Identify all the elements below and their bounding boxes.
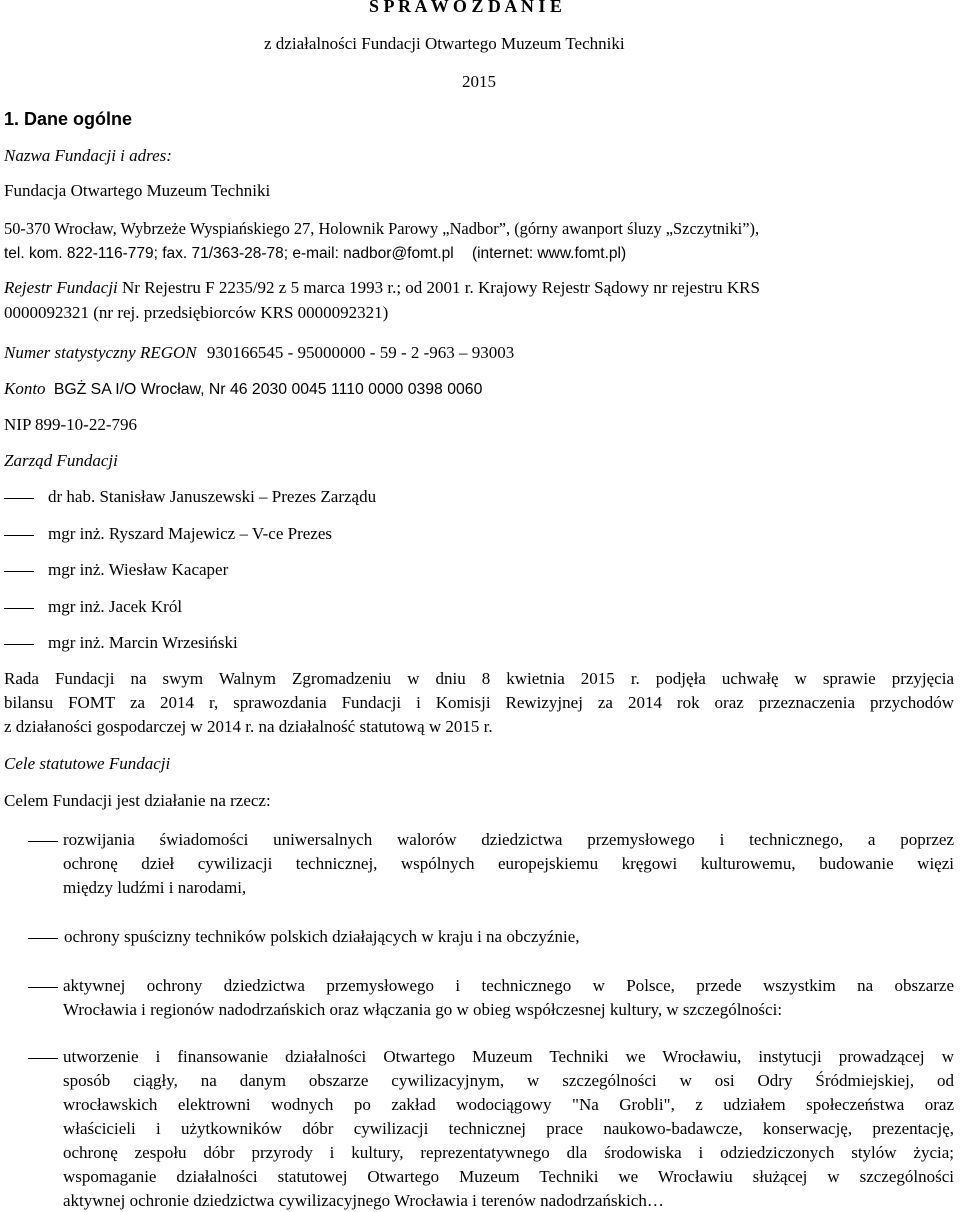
goal-item: [28, 1046, 58, 1068]
dash-bullet: [4, 571, 34, 572]
goal-line: ochronę zespołu dóbr przyrody i kultury, reprezentatywnego dla środowiska i odziedziczonych stylów życia;: [63, 1143, 954, 1162]
account-row: [4, 378, 482, 401]
registry-line-1: [4, 277, 954, 299]
dash-bullet: [28, 938, 58, 939]
document-subtitle: z działalności Fundacji Otwartego Muzeum Techniki: [264, 34, 625, 53]
dash-bullet: [4, 535, 34, 536]
regon-value: 930166545 - 95000000 - 59 - 2 -963 – 93003: [206, 343, 515, 362]
goal-line: ochronę dzieł cywilizacji technicznej, wspólnych europejskiemu kręgowi kulturowemu, budowanie więzi: [63, 854, 954, 873]
registry-text: Nr Rejestru F 2235/92 z 5 marca 1993 r.; od 2001 r. Krajowy Rejestr Sądowy nr rejestru KRS: [122, 278, 760, 297]
board-label: Zarząd Fundacji: [4, 451, 118, 470]
goals-intro: Celem Fundacji jest działanie na rzecz:: [4, 791, 271, 810]
goal-line: aktywnej ochronie dziedzictwa cywilizacyjnego Wrocławia i terenów nadodrzańskich…: [63, 1191, 664, 1210]
report-year: 2015: [462, 72, 496, 91]
website-link[interactable]: (internet: www.fomt.pl): [471, 245, 627, 262]
nip-row: [4, 414, 137, 436]
dash-bullet: [28, 987, 58, 988]
board-member: mgr inż. Wiesław Kacaper: [4, 559, 228, 581]
board-member: dr hab. Stanisław Januszewski – Prezes Zarządu: [4, 486, 376, 508]
goal-line: utworzenie i finansowanie działalności Otwartego Muzeum Techniki we Wrocławiu, instytucji prowadzącej w: [63, 1047, 954, 1066]
contact-line: [4, 242, 626, 265]
goal-line: Wrocławia i regionów nadodrzańskich oraz włączania go w obieg współczesnej kultury, w szczególności:: [63, 1000, 783, 1019]
dash-bullet: [4, 608, 34, 609]
council-text-line: Rada Fundacji na swym Walnym Zgromadzeniu w dniu 8 kwietnia 2015 r. podjęła uchwałę w sprawie przyjęcia: [4, 669, 954, 688]
board-member: mgr inż. Ryszard Majewicz – V-ce Prezes: [4, 523, 332, 545]
dash-bullet: [28, 841, 58, 842]
goal-line: aktywnej ochrony dziedzictwa przemysłowego i technicznego w Polsce, przede wszystkim na obszarze: [63, 976, 954, 995]
council-text-line: z działaności gospodarczej w 2014 r. na działalność statutową w 2015 r.: [4, 717, 493, 736]
registry-label: Rejestr Fundacji: [4, 278, 118, 297]
foundation-name: Fundacja Otwartego Muzeum Techniki: [4, 181, 271, 200]
nip-value: NIP 899-10-22-796: [4, 415, 137, 434]
section-heading: 1. Dane ogólne: [4, 109, 133, 129]
name-label: Nazwa Fundacji i adres:: [4, 146, 172, 165]
goals-label: Cele statutowe Fundacji: [4, 754, 171, 773]
goal-item: ochrony spuścizny techników polskich działających w kraju i na obczyźnie,: [28, 926, 580, 948]
goal-line: sposób ciągły, na danym obszarze cywilizacyjnym, w szczególności w osi Odry Śródmiejskiej, od: [63, 1071, 954, 1090]
registry-line-2: 0000092321 (nr rej. przedsiębiorców KRS 0000092321): [4, 303, 389, 322]
address-line: 50-370 Wrocław, Wybrzeże Wyspiańskiego 27, Holownik Parowy „Nadbor”, (górny awanport śluzy „Szczytniki”),: [4, 219, 760, 238]
board-member: mgr inż. Jacek Król: [4, 596, 182, 618]
goal-line: właścicieli i użytkowników dóbr cywilizacji technicznej prace naukowo-badawcze, konserwację, prezentację,: [63, 1119, 954, 1138]
goal-line: między ludźmi i narodami,: [63, 878, 247, 897]
account-value: BGŻ SA I/O Wrocław, Nr 46 2030 0045 1110 0000 0398 0060: [53, 381, 483, 398]
goal-line: wspomaganie działalności statutowej Otwartego Muzeum Techniki we Wrocławiu służącej w szczególności: [63, 1167, 954, 1186]
dash-bullet: [28, 1058, 58, 1059]
goal-item: [28, 975, 58, 997]
board-member: mgr inż. Marcin Wrzesiński: [4, 632, 238, 654]
goal-line: rozwijania świadomości uniwersalnych walorów dziedzictwa przemysłowego i technicznego, a poprzez: [63, 830, 954, 849]
dash-bullet: [4, 498, 34, 499]
document-title: S P R A W O Z D A N I E: [369, 0, 562, 16]
dash-bullet: [4, 644, 34, 645]
regon-row: [4, 342, 514, 364]
regon-label: Numer statystyczny REGON: [4, 343, 197, 362]
council-text-line: bilansu FOMT za 2014 r, sprawozdania Fundacji i Komisji Rewizyjnej za 2014 rok oraz przeznaczenia przychodów: [4, 693, 954, 712]
account-label: Konto: [4, 379, 46, 398]
contact-details: tel. kom. 822-116-779; fax. 71/363-28-78; e-mail: nadbor@fomt.pl: [4, 245, 454, 262]
goal-line: wrocławskich elektrowni wodnych po zakład wodociągowy "Na Grobli", z udziałem społeczeństwa oraz: [63, 1095, 954, 1114]
